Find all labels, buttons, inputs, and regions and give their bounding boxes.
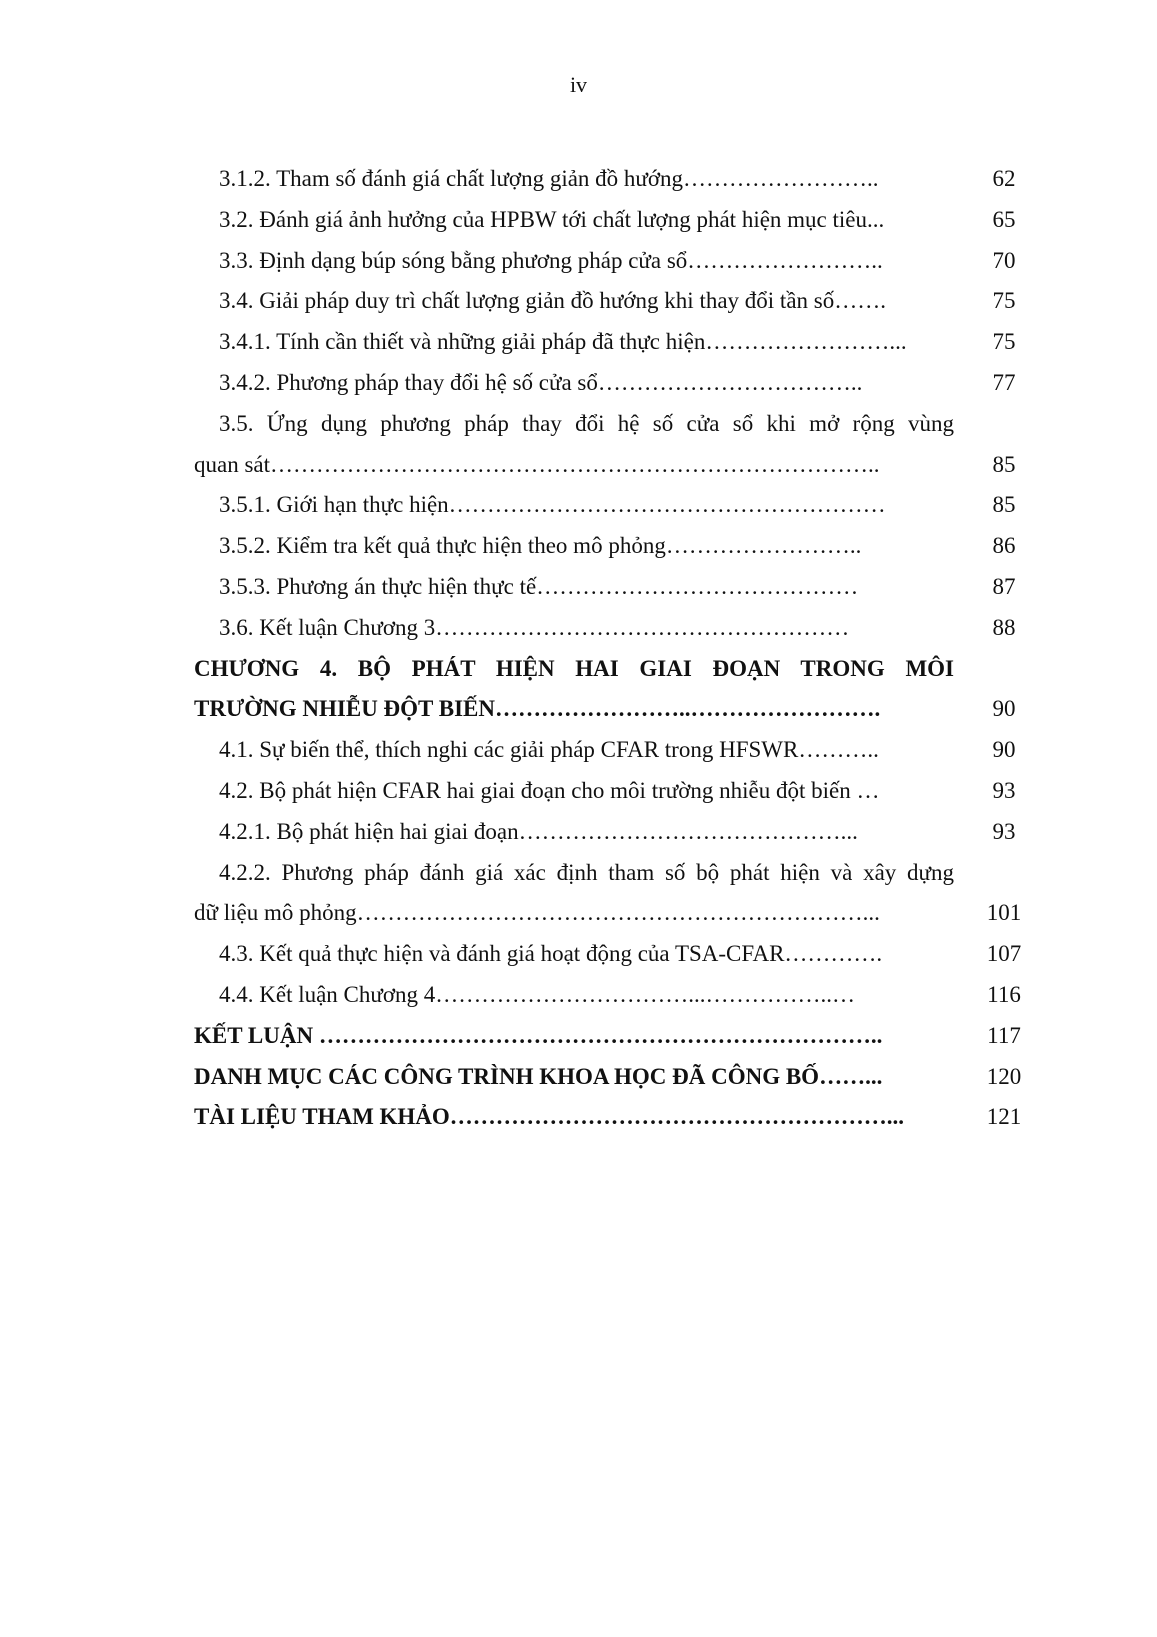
toc-entry-page: 86 (992, 533, 1016, 559)
toc-entry-text: 3.3. Định dạng búp sóng bằng phương pháp cửa sổ…………………….. (219, 247, 883, 273)
toc-entry-text: 3.5.2. Kiểm tra kết quả thực hiện theo mô phỏng…………………….. (219, 533, 862, 559)
toc-entry-page: 93 (992, 818, 1016, 844)
toc-entry-page: 117 (987, 1022, 1021, 1048)
toc-entry-page: 90 (992, 696, 1016, 722)
toc-entry-text: 3.5.1. Giới hạn thực hiện………………………………………………… (219, 492, 886, 518)
toc-entry-text: CHƯƠNG 4. BỘ PHÁT HIỆN HAI GIAI ĐOẠN TRONG MÔI (194, 655, 954, 681)
toc-entry-4-2-1[interactable] (194, 812, 1034, 853)
toc-entry-text: 4.2.1. Bộ phát hiện hai giai đoạn……………………………………... (219, 818, 858, 844)
toc-entry-text: DANH MỤC CÁC CÔNG TRÌNH KHOA HỌC ĐÃ CÔNG BỐ……... (194, 1063, 883, 1089)
toc-entry-page: 101 (986, 900, 1022, 926)
toc-entry-3-3[interactable] (194, 241, 1034, 282)
toc-entry-page: 88 (992, 614, 1016, 640)
toc-entry-text: dữ liệu mô phỏng…………………………………………………………... (194, 900, 880, 926)
toc-entry-4-4[interactable] (194, 975, 1034, 1016)
toc-entry-3-4-1[interactable] (194, 322, 1034, 363)
page-number: iv (569, 72, 588, 97)
toc-entry-text: 3.6. Kết luận Chương 3……………………………………………… (219, 614, 850, 640)
toc-entry-conclusion[interactable] (194, 1016, 1034, 1057)
toc-entry-3-4-2[interactable] (194, 363, 1034, 404)
toc-entry-3-1-2[interactable] (194, 159, 1034, 200)
toc-entry-3-5-1[interactable] (194, 485, 1034, 526)
toc-entry-3-2[interactable] (194, 200, 1034, 241)
toc-entry-text: TRƯỜNG NHIỄU ĐỘT BIẾN……………………..……………………. (194, 696, 881, 722)
toc-entry-chapter-4[interactable] (194, 649, 1034, 690)
toc-entry-page: 93 (992, 777, 1016, 803)
toc-entry-text: 4.3. Kết quả thực hiện và đánh giá hoạt động của TSA-CFAR…………. (219, 941, 883, 967)
toc-entry-chapter-4-cont[interactable] (194, 689, 1034, 730)
toc-entry-page: 120 (986, 1063, 1022, 1089)
toc-entry-text: 3.4.1. Tính cần thiết và những giải pháp đã thực hiện……………………... (219, 329, 907, 355)
toc-entry-4-2-2[interactable] (194, 853, 1034, 894)
toc-entry-page: 70 (992, 247, 1016, 273)
toc-entry-page: 75 (992, 288, 1016, 314)
toc-entry-text: 3.5. Ứng dụng phương pháp thay đổi hệ số cửa sổ khi mở rộng vùng (219, 410, 954, 436)
toc-entry-page: 85 (992, 492, 1016, 518)
toc-entry-4-3[interactable] (194, 934, 1034, 975)
toc-entry-page: 87 (992, 573, 1016, 599)
toc-entry-3-6[interactable] (194, 608, 1034, 649)
toc-entry-text: 4.1. Sự biến thể, thích nghi các giải pháp CFAR trong HFSWR……….. (219, 737, 879, 763)
toc-entry-page: 75 (992, 329, 1016, 355)
table-of-contents (194, 159, 1034, 1138)
toc-entry-page: 90 (992, 737, 1016, 763)
toc-entry-4-1[interactable] (194, 730, 1034, 771)
toc-entry-publications[interactable] (194, 1057, 1034, 1098)
toc-entry-3-5[interactable] (194, 404, 1034, 445)
toc-entry-text: 3.4.2. Phương pháp thay đổi hệ số cửa sổ…………………………….. (219, 369, 863, 395)
toc-entry-3-5-3[interactable] (194, 567, 1034, 608)
toc-entry-text: quan sát…………………………………………………………………….. (194, 451, 880, 477)
toc-entry-text: KẾT LUẬN ……………………………………………………………….. (194, 1022, 883, 1048)
toc-entry-references[interactable] (194, 1097, 1034, 1138)
toc-entry-page: 107 (986, 941, 1022, 967)
toc-entry-page: 121 (986, 1104, 1022, 1130)
toc-entry-text: 4.2. Bộ phát hiện CFAR hai giai đoạn cho môi trường nhiễu đột biến … (219, 777, 880, 803)
toc-entry-text: 3.4. Giải pháp duy trì chất lượng giản đồ hướng khi thay đổi tần số……. (219, 288, 886, 314)
toc-entry-3-5-cont[interactable] (194, 445, 1034, 486)
toc-entry-text: 3.5.3. Phương án thực hiện thực tế…………………………………… (219, 573, 859, 599)
toc-entry-page: 65 (992, 206, 1016, 232)
toc-entry-page: 116 (987, 981, 1021, 1007)
toc-entry-text: 3.2. Đánh giá ảnh hưởng của HPBW tới chất lượng phát hiện mục tiêu... (219, 206, 885, 232)
toc-entry-page: 77 (992, 369, 1016, 395)
toc-entry-3-5-2[interactable] (194, 526, 1034, 567)
toc-entry-page: 62 (992, 166, 1016, 191)
toc-entry-4-2[interactable] (194, 771, 1034, 812)
toc-entry-text: TÀI LIỆU THAM KHẢO…………………………………………………... (194, 1104, 905, 1130)
toc-entry-3-4[interactable] (194, 281, 1034, 322)
toc-entry-text: 3.1.2. Tham số đánh giá chất lượng giản đồ hướng…………………….. (219, 166, 879, 191)
toc-entry-4-2-2-cont[interactable] (194, 893, 1034, 934)
toc-entry-text: 4.2.2. Phương pháp đánh giá xác định tham số bộ phát hiện và xây dựng (219, 859, 954, 885)
toc-entry-text: 4.4. Kết luận Chương 4……………………………...……………..… (219, 981, 856, 1007)
toc-entry-page: 85 (992, 451, 1016, 477)
